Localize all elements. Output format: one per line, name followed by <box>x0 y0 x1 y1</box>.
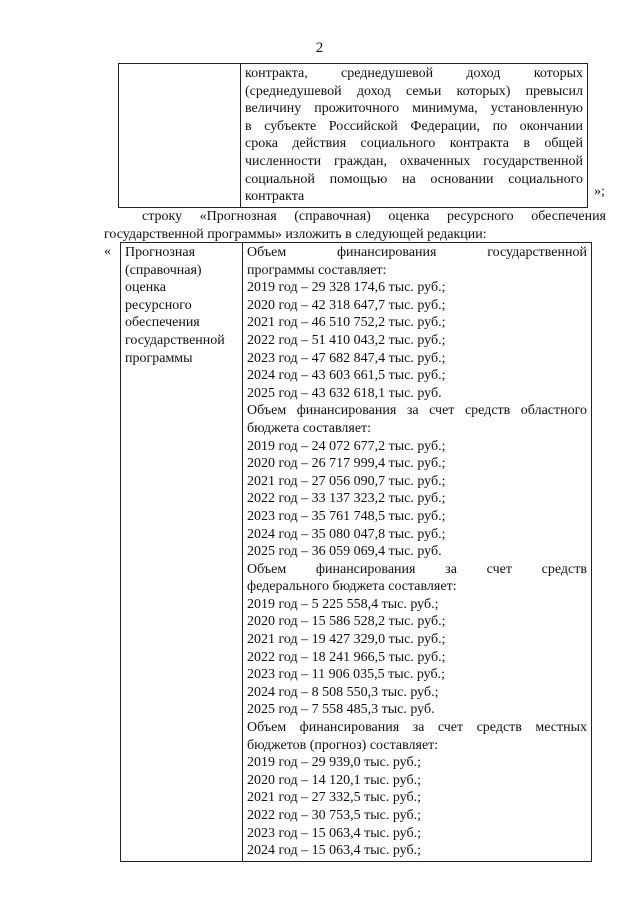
text-line: контракта <box>245 189 305 205</box>
table-resource-estimate <box>120 242 592 862</box>
text-line: 2019 год – 24 072 677,2 тыс. руб.; <box>247 438 446 454</box>
text-line: 2023 год – 35 761 748,5 тыс. руб.; <box>247 508 446 524</box>
text-line: 2020 год – 15 586 528,2 тыс. руб.; <box>247 614 446 630</box>
text-line: контракта, среднедушевой доход которых <box>245 66 583 81</box>
text-line: 2021 год – 19 427 329,0 тыс. руб.; <box>247 632 446 648</box>
text-line: (справочная) <box>125 262 202 278</box>
text-line: величину прожиточного минимума, установленную <box>245 101 583 117</box>
table-row <box>119 64 588 208</box>
text-line: оценка <box>125 280 167 296</box>
text-line: Прогнозная <box>125 245 196 260</box>
text-line: 2020 год – 14 120,1 тыс. руб.; <box>247 772 421 788</box>
amendment-paragraph: строку «Прогнозная (справочная) оценка ресурсного обеспечения государственной программы» изложить в следующей редакции: <box>104 209 606 242</box>
text-line: 2024 год – 8 508 550,3 тыс. руб.; <box>247 684 439 700</box>
text-line: 2022 год – 30 753,5 тыс. руб.; <box>247 808 421 823</box>
table-cell-left <box>121 243 243 862</box>
text-line: 2023 год – 47 682 847,4 тыс. руб.; <box>247 350 446 366</box>
text-line: социальной помощью на основании социального <box>245 171 583 187</box>
text-line: в субъекте Российской Федерации, по окончании <box>245 118 583 134</box>
text-line: 2020 год – 26 717 999,4 тыс. руб.; <box>247 456 446 472</box>
text-line: (среднедушевой доход семьи которых) превысил <box>245 83 583 99</box>
text-line: 2019 год – 29 939,0 тыс. руб.; <box>247 755 421 771</box>
text-line: срока действия социального контракта в общей <box>245 136 583 152</box>
page-number: 2 <box>315 40 324 56</box>
text-line: 2025 год – 43 632 618,1 тыс. руб. <box>247 385 442 401</box>
text-line: 2021 год – 27 056 090,7 тыс. руб.; <box>247 473 446 489</box>
table-cell-right <box>243 243 592 862</box>
text-line: численности граждан, охваченных государственной <box>245 153 583 169</box>
text-line: 2019 год – 5 225 558,4 тыс. руб.; <box>247 596 439 612</box>
text-line: 2022 год – 33 137 323,2 тыс. руб.; <box>247 491 446 507</box>
text-line: 2022 год – 51 410 043,2 тыс. руб.; <box>247 332 446 348</box>
text-line: ресурсного <box>125 297 192 313</box>
text-line: обеспечения <box>125 315 200 331</box>
text-line: федерального бюджета составляет: <box>247 579 457 595</box>
text-line: 2023 год – 11 906 035,5 тыс. руб.; <box>247 667 445 683</box>
text-line: 2021 год – 46 510 752,2 тыс. руб.; <box>247 315 446 331</box>
text-line: Объем финансирования за счет средств <box>247 561 587 577</box>
text-line: 2019 год – 29 328 174,6 тыс. руб.; <box>247 280 446 296</box>
text-line: 2025 год – 7 558 485,3 тыс. руб. <box>247 702 435 718</box>
table-row <box>121 243 592 862</box>
text-line: Объем финансирования за счет средств областного <box>247 403 587 419</box>
text-line: 2023 год – 15 063,4 тыс. руб.; <box>247 825 421 841</box>
text-line: 2024 год – 43 603 661,5 тыс. руб.; <box>247 368 446 384</box>
table-cell-left <box>119 64 241 208</box>
closing-quote-mark: »; <box>594 184 605 199</box>
text-line: 2020 год – 42 318 647,7 тыс. руб.; <box>247 297 446 313</box>
text-line: программы составляет: <box>247 262 387 278</box>
opening-quote-mark: « <box>104 244 111 259</box>
text-line: 2021 год – 27 332,5 тыс. руб.; <box>247 790 421 806</box>
text-line: программы <box>125 350 193 366</box>
text-line: 2022 год – 18 241 966,5 тыс. руб.; <box>247 649 446 665</box>
text-line: Объем финансирования государственной <box>247 245 587 260</box>
text-line: государственной <box>125 332 225 348</box>
text-line: 2025 год – 36 059 069,4 тыс. руб. <box>247 544 442 560</box>
text-line: бюджета составляет: <box>247 420 372 436</box>
text-line: 2024 год – 35 080 047,8 тыс. руб.; <box>247 526 446 542</box>
table-continuation <box>118 63 588 208</box>
table-cell-right <box>241 64 588 208</box>
text-line: 2024 год – 15 063,4 тыс. руб.; <box>247 843 421 859</box>
text-line: бюджетов (прогноз) составляет: <box>247 737 439 753</box>
text-line: Объем финансирования за счет средств местных <box>247 720 587 736</box>
